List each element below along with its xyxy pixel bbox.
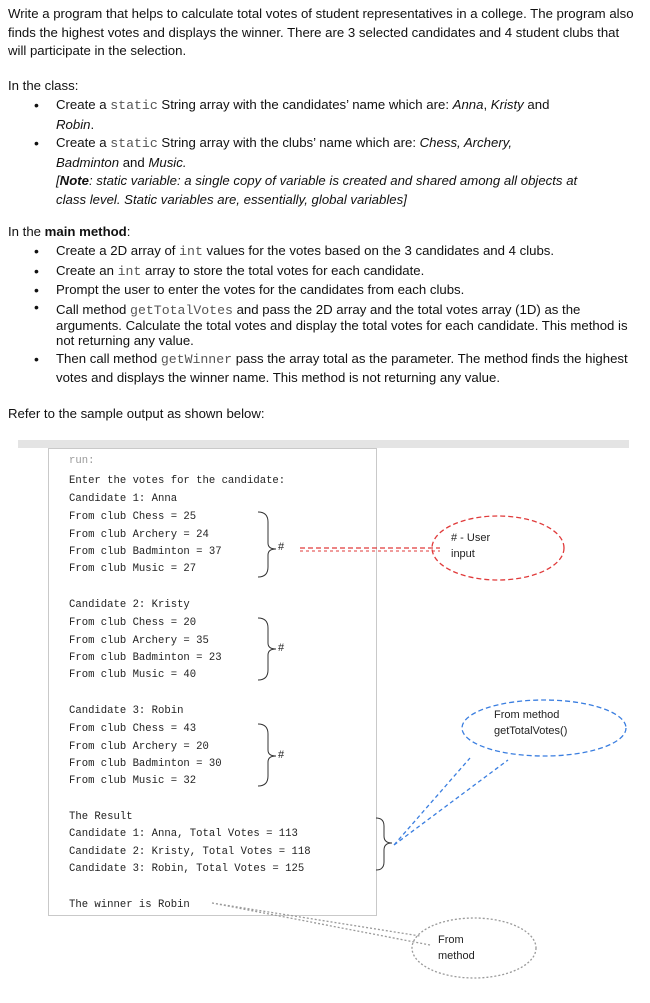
static-keyword: static (110, 136, 158, 151)
main-item-getwinner: • Then call method getWinner pass the array total as the parameter. The method finds the highest votes and displays the winner name. This method is not returning any value. (30, 350, 630, 388)
output-line: From club Archery = 24 (69, 529, 209, 541)
output-line: From club Music = 32 (69, 775, 197, 787)
main-item-total-array: • Create an int array to store the total votes for each candidate. (30, 262, 630, 282)
from-method-note: From method getTotalVotes() (494, 709, 568, 737)
hash-marker: # (278, 749, 285, 761)
hash-marker: # (278, 541, 285, 553)
output-run: run: (69, 455, 95, 467)
output-line: From club Badminton = 37 (69, 546, 222, 558)
class-heading: In the class: (8, 78, 79, 93)
gray-callout (212, 903, 430, 945)
output-result-line: Candidate 3: Robin, Total Votes = 125 (69, 863, 305, 875)
output-line: From club Chess = 25 (69, 511, 197, 523)
output-line: From club Badminton = 30 (69, 758, 222, 770)
static-note: [Note: static variable: a single copy of variable is created and shared among all objects at class level. Static variables are, essentially, global variables] (56, 173, 578, 207)
blue-callout (394, 758, 508, 845)
output-candidate-2: Candidate 2: Kristy (69, 599, 190, 611)
refer-line: Refer to the sample output as shown below: (8, 406, 265, 421)
output-line: From club Chess = 20 (69, 617, 197, 629)
output-result-line: Candidate 1: Anna, Total Votes = 113 (69, 828, 298, 840)
main-item-gettotalvotes: • Call method getTotalVotes and pass the 2D array and the total votes array (1D) as the arguments. Calculate the total votes and display the total votes for each candidate. This method is not returning any value. (30, 300, 630, 350)
brace-candidate-1 (258, 512, 276, 577)
output-line: From club Badminton = 23 (69, 652, 222, 664)
output-winner: The winner is Robin (69, 899, 190, 911)
brace-candidate-3 (258, 724, 276, 786)
intro-paragraph: Write a program that helps to calculate total votes of student representatives in a college. The program also finds the highest votes and displays the winner. There are 3 selected candidates and 4 student clubs that will participate in the selection. (8, 6, 634, 58)
main-item-prompt: • Prompt the user to enter the votes for the candidates from each clubs. (30, 281, 630, 300)
output-line: From club Archery = 35 (69, 635, 209, 647)
output-result-line: Candidate 2: Kristy, Total Votes = 118 (69, 846, 311, 858)
class-item-clubs: • Create a static String array with the clubs’ name which are: Chess, Archery, Badminton and Music. [Note: static variable: a single copy of variable is created and shared among all objects at class level. Static variables are, essentially, global variables] (30, 134, 630, 209)
hash-marker: # (278, 642, 285, 654)
class-item-candidates: • Create a static String array with the candidates’ name which are: Anna, Kristy and Robin. (30, 96, 630, 134)
output-candidate-1: Candidate 1: Anna (69, 493, 178, 505)
main-heading: In the main method: (8, 224, 131, 239)
output-line: From club Music = 40 (69, 669, 197, 681)
main-item-2d-array: • Create a 2D array of int values for the votes based on the 3 candidates and 4 clubs. (30, 242, 630, 262)
brace-candidate-2 (258, 618, 276, 680)
brace-result (376, 818, 392, 870)
static-keyword: static (110, 98, 158, 113)
output-line: From club Archery = 20 (69, 741, 209, 753)
output-line: From club Music = 27 (69, 563, 197, 575)
user-input-note: # - User input (451, 532, 491, 560)
output-candidate-3: Candidate 3: Robin (69, 705, 184, 717)
from-method-note-2: From method (438, 934, 475, 962)
output-prompt: Enter the votes for the candidate: (69, 475, 286, 487)
output-result-heading: The Result (69, 811, 133, 823)
output-line: From club Chess = 43 (69, 723, 197, 735)
